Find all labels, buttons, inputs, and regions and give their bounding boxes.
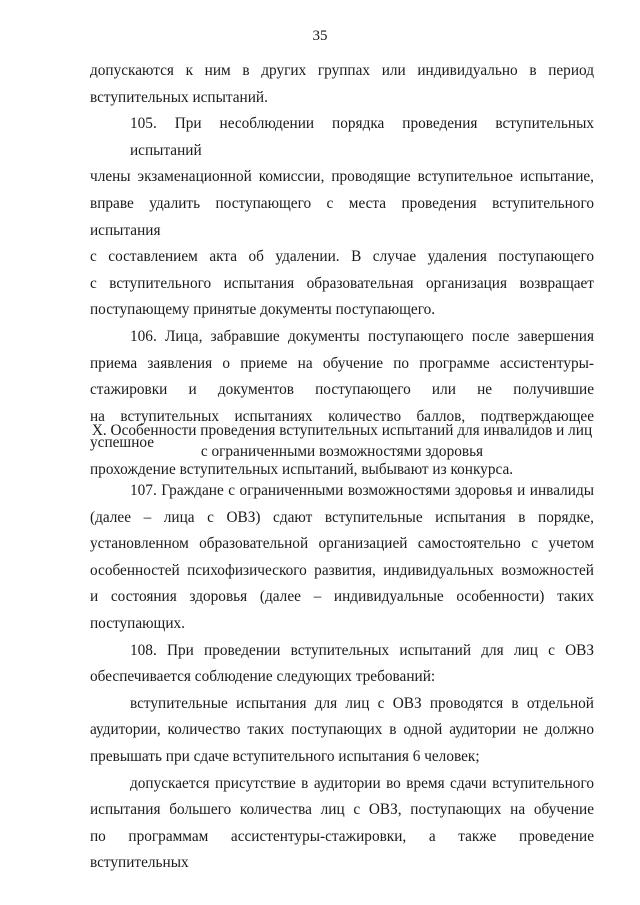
text-line: члены экзаменационной комиссии, проводящие вступительное испытание,: [90, 168, 594, 186]
page-number: 35: [312, 28, 328, 44]
section-heading: [90, 420, 594, 462]
text-line: вступительные испытания для лиц с ОВЗ проводятся в отдельной: [130, 694, 594, 712]
text-block-lower: [90, 478, 594, 877]
paragraph-108-item-1: [90, 691, 594, 771]
paragraph-105: [90, 111, 594, 324]
text-line: поступающих.: [90, 614, 185, 632]
text-line: вступительных испытаний.: [90, 88, 268, 106]
text-line: установленном образовательной организацией самостоятельно с учетом: [90, 535, 594, 553]
text-line: поступающему принятые документы поступающего.: [90, 301, 436, 319]
text-line: стажировки и документов поступающего или не получившие: [90, 381, 594, 399]
heading-line: X. Особенности проведения вступительных испытаний для инвалидов и лиц: [91, 422, 593, 439]
text-line: по программам ассистентуры-стажировки, а также проведение вступительных: [90, 827, 594, 872]
paragraph-continuation: [90, 58, 594, 111]
paragraph-108: [90, 638, 594, 691]
text-line: 105. При несоблюдении порядка проведения вступительных испытаний: [130, 115, 594, 159]
text-line: 108. При проведении вступительных испытаний для лиц с ОВЗ: [130, 641, 594, 659]
text-line: приема заявления о приеме на обучение по программе ассистентуры-: [90, 354, 594, 372]
text-line: и состояния здоровья (далее – индивидуальные особенности) таких: [90, 588, 594, 606]
paragraph-107: [90, 478, 594, 638]
text-line: допускается присутствие в аудитории во время сдачи вступительного: [130, 774, 594, 792]
text-line: вправе удалить поступающего с места проведения вступительного испытания: [90, 194, 594, 239]
text-line: особенностей психофизического развития, индивидуальных возможностей: [90, 561, 594, 579]
heading-line: с ограниченными возможностями здоровья: [200, 443, 484, 460]
paragraph-108-item-2: [90, 771, 594, 877]
text-line: 107. Граждане с ограниченными возможностями здоровья и инвалиды: [130, 482, 594, 499]
text-line: 106. Лица, забравшие документы поступающего после завершения: [130, 327, 594, 345]
text-line: (далее – лица с ОВЗ) сдают вступительные испытания в порядке,: [90, 508, 594, 526]
text-line: аудитории, количество таких поступающих в одной аудитории не должно: [90, 721, 594, 739]
text-line: превышать при сдаче вступительного испытания 6 человек;: [90, 747, 480, 765]
text-line: с составлением акта об удалении. В случае удаления поступающего: [90, 248, 594, 266]
text-line: испытания большего количества лиц с ОВЗ, поступающих на обучение: [90, 801, 594, 819]
text-line: на вступительных испытаниях количество баллов, подтверждающее успешное: [90, 407, 594, 452]
text-line: с вступительного испытания образовательная организация возвращает: [90, 274, 594, 292]
text-line: обеспечивается соблюдение следующих требований:: [90, 668, 436, 686]
text-line: допускаются к ним в других группах или индивидуально в период: [90, 62, 594, 79]
text-line: прохождение вступительных испытаний, выбывают из конкурса.: [90, 460, 514, 478]
